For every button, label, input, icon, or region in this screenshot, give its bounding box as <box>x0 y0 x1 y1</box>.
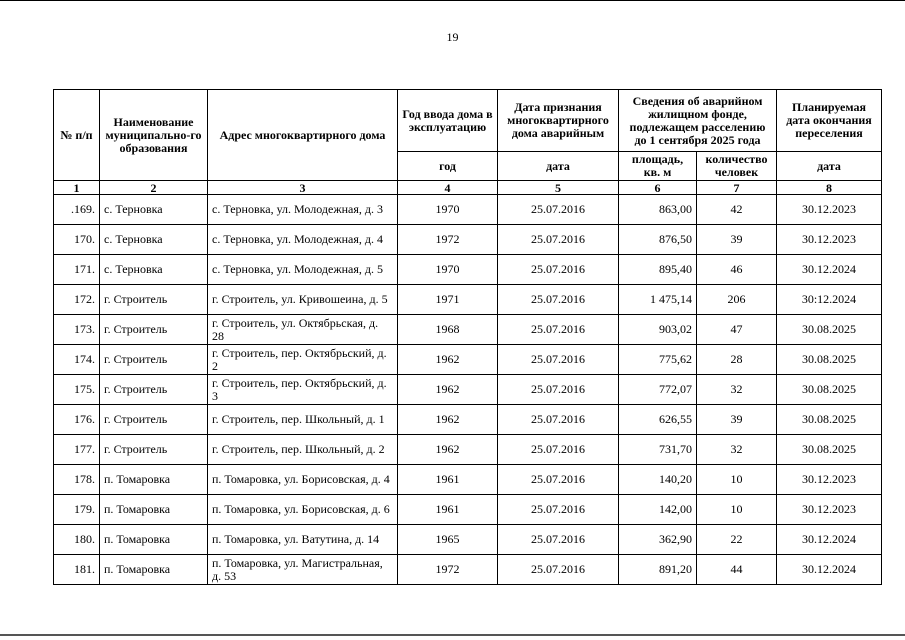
row-municipality: г. Строитель <box>100 345 208 375</box>
row-number: 179. <box>54 495 100 525</box>
row-people: 46 <box>697 255 777 285</box>
row-number: 172. <box>54 285 100 315</box>
row-area: 891,20 <box>619 555 697 585</box>
column-number: 1 <box>54 181 100 195</box>
row-municipality: п. Томаровка <box>100 495 208 525</box>
row-area: 772,07 <box>619 375 697 405</box>
row-year: 1962 <box>398 375 498 405</box>
row-area: 142,00 <box>619 495 697 525</box>
row-area: 731,70 <box>619 435 697 465</box>
row-year: 1971 <box>398 285 498 315</box>
table-row <box>54 345 882 375</box>
row-planned-date: 30.08.2025 <box>777 345 882 375</box>
row-date: 25.07.2016 <box>498 495 619 525</box>
row-municipality: г. Строитель <box>100 315 208 345</box>
header-municipality: Наименование муниципально-го образования <box>100 90 208 181</box>
row-number: 174. <box>54 345 100 375</box>
row-address: п. Томаровка, ул. Ватутина, д. 14 <box>208 525 398 555</box>
row-date: 25.07.2016 <box>498 285 619 315</box>
row-year: 1972 <box>398 225 498 255</box>
row-people: 39 <box>697 225 777 255</box>
row-people: 206 <box>697 285 777 315</box>
row-municipality: п. Томаровка <box>100 555 208 585</box>
header-date-sub: дата <box>498 152 619 181</box>
table-row <box>54 375 882 405</box>
row-planned-date: 30.08.2025 <box>777 435 882 465</box>
row-address: г. Строитель, пер. Октябрьский, д. 3 <box>208 375 398 405</box>
row-address: г. Строитель, ул. Октябрьская, д. 28 <box>208 315 398 345</box>
row-address: с. Терновка, ул. Молодежная, д. 3 <box>208 195 398 225</box>
row-people: 32 <box>697 375 777 405</box>
row-people: 47 <box>697 315 777 345</box>
row-address: с. Терновка, ул. Молодежная, д. 5 <box>208 255 398 285</box>
row-people: 32 <box>697 435 777 465</box>
row-date: 25.07.2016 <box>498 405 619 435</box>
row-address: г. Строитель, пер. Школьный, д. 1 <box>208 405 398 435</box>
row-number: 171. <box>54 255 100 285</box>
column-number: 6 <box>619 181 697 195</box>
header-year-group: Год ввода дома в эксплуатацию <box>398 90 498 152</box>
row-date: 25.07.2016 <box>498 375 619 405</box>
row-planned-date: 30.12.2023 <box>777 465 882 495</box>
row-address: г. Строитель, пер. Школьный, д. 2 <box>208 435 398 465</box>
table-row <box>54 195 882 225</box>
row-area: 626,55 <box>619 405 697 435</box>
row-year: 1961 <box>398 495 498 525</box>
column-number-row <box>54 181 882 195</box>
row-date: 25.07.2016 <box>498 315 619 345</box>
row-planned-date: 30.12.2024 <box>777 555 882 585</box>
row-date: 25.07.2016 <box>498 525 619 555</box>
table-row <box>54 315 882 345</box>
row-municipality: г. Строитель <box>100 285 208 315</box>
row-planned-date: 30.08.2025 <box>777 315 882 345</box>
header-num: № п/п <box>54 90 100 181</box>
row-area: 903,02 <box>619 315 697 345</box>
row-people: 10 <box>697 495 777 525</box>
header-address: Адрес многоквартирного дома <box>208 90 398 181</box>
row-planned-date: 30:12.2024 <box>777 285 882 315</box>
table-row <box>54 525 882 555</box>
row-area: 1 475,14 <box>619 285 697 315</box>
column-number: 5 <box>498 181 619 195</box>
row-number: 170. <box>54 225 100 255</box>
row-number: 180. <box>54 525 100 555</box>
table-row <box>54 255 882 285</box>
row-planned-date: 30.12.2023 <box>777 225 882 255</box>
row-people: 42 <box>697 195 777 225</box>
bottom-scan-artifact <box>0 634 905 636</box>
row-planned-date: 30.12.2023 <box>777 495 882 525</box>
row-planned-date: 30.12.2024 <box>777 255 882 285</box>
row-municipality: г. Строитель <box>100 405 208 435</box>
row-year: 1961 <box>398 465 498 495</box>
row-year: 1962 <box>398 435 498 465</box>
column-number: 7 <box>697 181 777 195</box>
column-number: 4 <box>398 181 498 195</box>
row-planned-date: 30.08.2025 <box>777 375 882 405</box>
row-date: 25.07.2016 <box>498 225 619 255</box>
row-people: 44 <box>697 555 777 585</box>
table-row <box>54 285 882 315</box>
row-year: 1965 <box>398 525 498 555</box>
table-row <box>54 225 882 255</box>
row-year: 1970 <box>398 195 498 225</box>
row-area: 876,50 <box>619 225 697 255</box>
row-number: 181. <box>54 555 100 585</box>
row-municipality: г. Строитель <box>100 375 208 405</box>
row-address: п. Томаровка, ул. Борисовская, д. 4 <box>208 465 398 495</box>
row-area: 362,90 <box>619 525 697 555</box>
row-address: с. Терновка, ул. Молодежная, д. 4 <box>208 225 398 255</box>
row-people: 22 <box>697 525 777 555</box>
row-number: 173. <box>54 315 100 345</box>
row-municipality: с. Терновка <box>100 195 208 225</box>
header-date-group: Дата признания многоквартирного дома аварийным <box>498 90 619 152</box>
header-year-sub: год <box>398 152 498 181</box>
row-year: 1970 <box>398 255 498 285</box>
row-planned-date: 30.12.2023 <box>777 195 882 225</box>
row-year: 1962 <box>398 345 498 375</box>
row-area: 863,00 <box>619 195 697 225</box>
table-row <box>54 555 882 585</box>
row-date: 25.07.2016 <box>498 345 619 375</box>
row-date: 25.07.2016 <box>498 255 619 285</box>
row-planned-date: 30.08.2025 <box>777 405 882 435</box>
header-area-sub: площадь, кв. м <box>619 152 697 181</box>
row-number: 175. <box>54 375 100 405</box>
row-year: 1968 <box>398 315 498 345</box>
row-address: г. Строитель, ул. Кривошеина, д. 5 <box>208 285 398 315</box>
row-date: 25.07.2016 <box>498 435 619 465</box>
row-number: 178. <box>54 465 100 495</box>
header-planned-sub: дата <box>777 152 882 181</box>
row-date: 25.07.2016 <box>498 465 619 495</box>
row-municipality: г. Строитель <box>100 435 208 465</box>
row-area: 140,20 <box>619 465 697 495</box>
header-row-main <box>54 90 882 152</box>
header-people-sub: количество человек <box>697 152 777 181</box>
row-date: 25.07.2016 <box>498 555 619 585</box>
table-row <box>54 435 882 465</box>
row-date: 25.07.2016 <box>498 195 619 225</box>
emergency-housing-table <box>53 89 882 585</box>
row-municipality: п. Томаровка <box>100 525 208 555</box>
row-municipality: п. Томаровка <box>100 465 208 495</box>
column-number: 3 <box>208 181 398 195</box>
table-row <box>54 465 882 495</box>
row-people: 10 <box>697 465 777 495</box>
table-row <box>54 495 882 525</box>
row-address: г. Строитель, пер. Октябрьский, д. 2 <box>208 345 398 375</box>
row-year: 1962 <box>398 405 498 435</box>
row-year: 1972 <box>398 555 498 585</box>
table-row <box>54 405 882 435</box>
row-number: 177. <box>54 435 100 465</box>
row-number: .169. <box>54 195 100 225</box>
row-municipality: с. Терновка <box>100 225 208 255</box>
row-area: 895,40 <box>619 255 697 285</box>
column-number: 8 <box>777 181 882 195</box>
row-number: 176. <box>54 405 100 435</box>
header-planned-group: Планируемая дата окончания переселения <box>777 90 882 152</box>
row-municipality: с. Терновка <box>100 255 208 285</box>
row-planned-date: 30.12.2024 <box>777 525 882 555</box>
row-address: п. Томаровка, ул. Борисовская, д. 6 <box>208 495 398 525</box>
header-info-group: Сведения об аварийном жилищном фонде, подлежащем расселению до 1 сентября 2025 года <box>619 90 777 152</box>
top-border-line <box>0 0 905 1</box>
page-number: 19 <box>446 30 459 44</box>
row-people: 28 <box>697 345 777 375</box>
column-number: 2 <box>100 181 208 195</box>
row-area: 775,62 <box>619 345 697 375</box>
row-address: п. Томаровка, ул. Магистральная, д. 53 <box>208 555 398 585</box>
row-people: 39 <box>697 405 777 435</box>
